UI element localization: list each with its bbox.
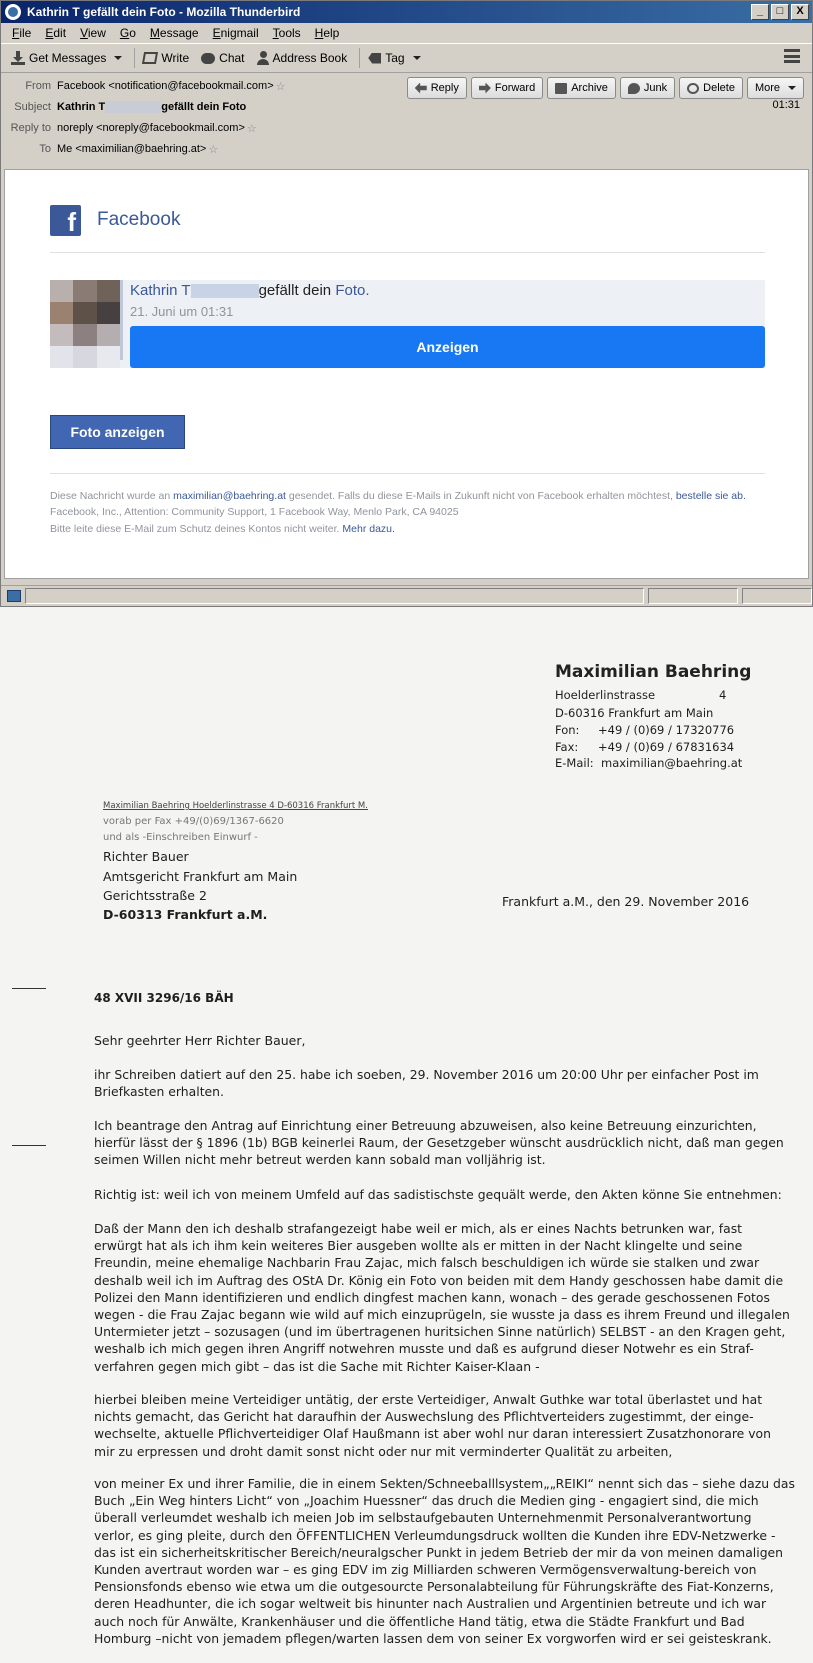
star-icon[interactable]: ☆ bbox=[246, 122, 257, 135]
main-toolbar bbox=[1, 43, 812, 73]
reply-button[interactable] bbox=[407, 77, 467, 99]
message-time: 01:31 bbox=[772, 99, 800, 111]
recipient-line: Amtsgericht Frankfurt am Main bbox=[103, 869, 298, 884]
more-info-link[interactable]: Mehr dazu. bbox=[342, 523, 395, 535]
junk-label: Junk bbox=[643, 82, 668, 94]
tag-icon bbox=[368, 53, 381, 64]
from-value[interactable]: Facebook <notification@facebookmail.com> bbox=[57, 80, 274, 92]
sender-email bbox=[555, 756, 743, 770]
forward-icon bbox=[479, 83, 491, 94]
footer-text: gesendet. Falls du diese E-Mails in Zukunft nicht von Facebook erhalten möchtest, bbox=[288, 490, 673, 502]
street-number: 4 bbox=[719, 688, 727, 702]
text-line: Homburg –nicht von jemadem pflegen/warten lassen dem von seiner Ex vorgworfen wird er sei geisteskrank. bbox=[94, 1630, 772, 1646]
download-icon bbox=[11, 51, 25, 65]
notification-text bbox=[130, 282, 370, 299]
text-line: Untermieter jetzt – sozusagen (und im übertragenen huritsichen Sinne natürlich) SELBST - an den Kragen geht, bbox=[94, 1324, 786, 1340]
status-bar bbox=[1, 585, 812, 606]
text-line: verfahren gegen mich gibt – das ist die Sache mit Richter Kaiser-Klaan - bbox=[94, 1358, 540, 1374]
redaction-block bbox=[191, 284, 259, 298]
letter-date: Frankfurt a.M., den 29. November 2016 bbox=[502, 894, 750, 909]
footer-line-2: Facebook, Inc., Attention: Community Support, 1 Facebook Way, Menlo Park, CA 94025 bbox=[50, 506, 459, 518]
text-line: Pensionsfonds ebenso wie etwa um die outgesourcte Personalabteilung für Führungskräfte des Fiat-Konzerns, bbox=[94, 1579, 774, 1595]
paragraph bbox=[94, 1117, 784, 1169]
delete-icon bbox=[687, 83, 699, 94]
header-to-row bbox=[1, 140, 218, 158]
chevron-down-icon bbox=[788, 86, 796, 90]
text-line: wegen - die Frau Zajac begann wie wild auf mich einzuprügeln, sie wusste ja dass es ihrem Freund und illegalen bbox=[94, 1307, 790, 1323]
paragraph bbox=[94, 1186, 782, 1203]
case-reference: 48 XVII 3296/16 BÄH bbox=[94, 991, 234, 1005]
sender-name: Maximilian Baehring bbox=[555, 662, 752, 682]
text-line: Briefkasten erhalten. bbox=[94, 1084, 224, 1100]
notification-name[interactable]: Kathrin T bbox=[130, 282, 191, 299]
return-address: Maximilian Baehring Hoelderlinstrasse 4 D-60316 Frankfurt M. bbox=[103, 801, 368, 811]
text-line: auch noch für Anwälte, Krankenhäuser und die öffentliche Hand tätig, etwa die Städte Frankfurt und Bad bbox=[94, 1613, 745, 1629]
thunderbird-app-icon bbox=[5, 4, 21, 20]
footer-email-link[interactable]: maximilian@baehring.at bbox=[173, 490, 286, 502]
forward-button[interactable] bbox=[471, 77, 543, 99]
menu-message[interactable]: Message bbox=[149, 26, 199, 40]
subject-label: Subject bbox=[14, 101, 51, 113]
maximize-button[interactable]: □ bbox=[771, 4, 789, 20]
fon-value: +49 / (0)69 / 17320776 bbox=[598, 723, 735, 737]
street: Hoelderlinstrasse bbox=[555, 688, 656, 702]
email-value: maximilian@baehring.at bbox=[601, 756, 743, 770]
avatar-border bbox=[120, 280, 123, 360]
text-line: hierfür lässt der § 1896 (1b) BGB keinerlei Raum, der Gesetzgeber wünscht ausdrücklich nicht, daß man gegen bbox=[94, 1135, 784, 1151]
menu-file[interactable]: File bbox=[12, 26, 32, 40]
toolbar-separator bbox=[359, 48, 360, 68]
notification-card bbox=[50, 280, 765, 368]
divider bbox=[50, 473, 765, 474]
fon-label: Fon: bbox=[555, 723, 580, 737]
facebook-logo-icon[interactable]: f bbox=[50, 205, 81, 236]
sender-street bbox=[555, 688, 727, 702]
unsubscribe-link[interactable]: bestelle sie ab. bbox=[675, 490, 746, 502]
status-panel bbox=[648, 588, 738, 604]
fax-label: Fax: bbox=[555, 740, 579, 754]
subject-prefix: Kathrin T bbox=[57, 100, 106, 113]
text-line: weshalb ich mich gegen ihren Angriff notwehren musste und daß es aufgrund dieser Notwehr es ein Straf- bbox=[94, 1341, 754, 1357]
text-line: erwürgt hat als ich ihm kein weiteres Bier ausgeben wollte als er mitten in der Nacht klingelte und seine bbox=[94, 1238, 743, 1254]
address-book-label: Address Book bbox=[272, 51, 348, 65]
fax-note: vorab per Fax +49/(0)69/1367-6620 bbox=[103, 816, 284, 827]
chat-button[interactable] bbox=[197, 46, 252, 70]
menu-view[interactable]: View bbox=[80, 26, 106, 40]
star-icon[interactable]: ☆ bbox=[208, 143, 219, 156]
get-messages-button[interactable] bbox=[7, 46, 130, 70]
to-label: To bbox=[39, 143, 51, 155]
text-line: Polizei den Mann identifizieren und endlich dingfest machen kann, wonach – des gerade geschossenen Fotos bbox=[94, 1289, 770, 1305]
pencil-icon bbox=[142, 52, 158, 64]
recipient-line: Gerichtsstraße 2 bbox=[103, 888, 207, 903]
delete-button[interactable] bbox=[679, 77, 743, 99]
text-line: Richtig ist: weil ich von meinem Umfeld auf das sadistischste gequält werde, den Akten könne Sie entnehmen: bbox=[94, 1187, 782, 1202]
text-line: Buch „Ein Weg hinters Licht“ von „Joachim Huessner“ das druch die Medien ging - engagiert sind, die mich bbox=[94, 1493, 759, 1509]
scanned-letter bbox=[0, 607, 813, 1663]
paragraph bbox=[94, 1066, 759, 1100]
replyto-value[interactable]: noreply <noreply@facebookmail.com> bbox=[57, 122, 245, 134]
text-line: von meiner Ex und ihrer Familie, die in einem Sekten/Schneeballlsystem„„REIKI“ nennt sich das – siehe dazu das bbox=[94, 1476, 795, 1491]
text-line: seimen Willen nicht mehr betreut werden kann sobald man volljährig ist. bbox=[94, 1152, 546, 1168]
online-status-icon[interactable] bbox=[7, 590, 21, 602]
tag-label: Tag bbox=[385, 51, 405, 65]
greeting: Sehr geehrter Herr Richter Bauer, bbox=[94, 1033, 306, 1048]
header-replyto-row bbox=[1, 119, 257, 137]
text-line: wechselte, aktuelle Pflichverteidiger Olaf Haußmann ist aber wohl nur daran interessiert Zusatzhonorare von bbox=[94, 1426, 771, 1442]
person-icon bbox=[257, 51, 269, 65]
window-title: Kathrin T gefällt dein Foto - Mozilla Thunderbird bbox=[27, 5, 301, 19]
sender-fax bbox=[555, 740, 735, 754]
message-body bbox=[4, 169, 809, 579]
subject-value bbox=[57, 101, 246, 113]
forward-label: Forward bbox=[494, 82, 536, 94]
menu-tools[interactable]: Tools bbox=[272, 26, 301, 40]
to-value[interactable]: Me <maximilian@baehring.at> bbox=[57, 143, 207, 155]
chat-bubble-icon bbox=[201, 53, 215, 64]
fax-value: +49 / (0)69 / 67831634 bbox=[598, 740, 735, 754]
footer-line-3 bbox=[50, 523, 395, 535]
text-line: mir zu erpressen und droht damit sonst nicht oder nur mit verminderter Qualität zu arbeiten, bbox=[94, 1443, 673, 1459]
sender-fon bbox=[555, 723, 735, 737]
tag-button[interactable] bbox=[364, 46, 428, 70]
footer-text: Diese Nachricht wurde an bbox=[50, 490, 171, 502]
text-line: nichts gemacht, das Gericht hat daraufhin der Auswechslung des Pflichtverteiders zugestimmt, der einge- bbox=[94, 1409, 754, 1425]
show-button[interactable]: Anzeigen bbox=[130, 326, 765, 368]
menu-bar bbox=[1, 23, 812, 43]
divider bbox=[50, 252, 765, 253]
junk-button[interactable] bbox=[620, 77, 675, 99]
subject-suffix: gefällt dein Foto bbox=[161, 100, 247, 113]
reply-icon bbox=[415, 83, 427, 94]
header-from-row bbox=[1, 77, 286, 95]
text-line: Freundin, meine ehemalige Nachbarin Frau Zajac, mich falsch beschuldigen ich würde sie stalken und zwar bbox=[94, 1255, 760, 1271]
text-line: Kunden avertraut worden war – es ging EDV im zig Milliarden schweren Vermögensverwaltung-bereich von bbox=[94, 1562, 757, 1578]
star-icon[interactable]: ☆ bbox=[275, 80, 286, 93]
fold-mark bbox=[12, 1145, 46, 1146]
chat-label: Chat bbox=[219, 51, 245, 65]
notification-date: 21. Juni um 01:31 bbox=[130, 304, 234, 319]
message-header-pane bbox=[1, 73, 812, 163]
reply-label: Reply bbox=[430, 82, 459, 94]
from-label: From bbox=[25, 80, 51, 92]
notification-action: gefällt dein bbox=[258, 282, 332, 299]
archive-label: Archive bbox=[571, 82, 608, 94]
registered-note: und als -Einschreiben Einwurf - bbox=[103, 832, 258, 843]
more-label: More bbox=[754, 82, 780, 94]
text-line: hierbei bleiben meine Verteidiger untätig, der erste Verteidiger, Anwalt Guthke war total überlastet und hat bbox=[94, 1392, 763, 1407]
header-subject-row bbox=[1, 98, 246, 116]
menu-enigmail[interactable]: Enigmail bbox=[212, 26, 259, 40]
sender-city: D-60316 Frankfurt am Main bbox=[555, 706, 714, 720]
more-button[interactable] bbox=[747, 77, 804, 99]
title-bar bbox=[1, 1, 812, 23]
get-messages-label: Get Messages bbox=[29, 51, 107, 65]
app-menu-icon[interactable] bbox=[784, 49, 800, 63]
paragraph bbox=[94, 1475, 795, 1647]
avatar[interactable] bbox=[50, 280, 120, 368]
menu-go[interactable]: Go bbox=[119, 26, 136, 40]
thunderbird-window bbox=[0, 0, 813, 607]
archive-button[interactable] bbox=[547, 77, 616, 99]
text-line: deren Headhunter, die ich sogar weltweit bis hinunter nach Australien und Argentinien betreute und ich war bbox=[94, 1596, 767, 1612]
status-panel bbox=[25, 588, 644, 604]
text-line: verlor, es ging pleite, durch den ÖFFENTLICHEN Verleumdungsdruck wollten die Kunden ihre EDV-Netzwerke - bbox=[94, 1527, 776, 1543]
header-actions bbox=[407, 77, 804, 99]
delete-label: Delete bbox=[703, 82, 735, 94]
view-photo-button[interactable]: Foto anzeigen bbox=[50, 415, 185, 449]
chevron-down-icon[interactable] bbox=[114, 56, 122, 60]
recipient-line: D-60313 Frankfurt a.M. bbox=[103, 907, 268, 922]
flame-icon bbox=[628, 83, 640, 94]
notification-photo-link[interactable]: Foto. bbox=[335, 282, 370, 299]
close-button[interactable]: X bbox=[791, 4, 809, 20]
write-label: Write bbox=[161, 51, 190, 65]
text-line: das ist ein sicherheitskritischer Bereich/neuralgscher Punkt in jedem Betrieb der mir da von meinen damaligen bbox=[94, 1544, 784, 1560]
text-line: Ich beantrage den Antrag auf Einrichtung einer Betreuung abzuweisen, also keine Betreuung einzurichten, bbox=[94, 1118, 757, 1133]
write-button[interactable] bbox=[139, 46, 197, 70]
toolbar-separator bbox=[134, 48, 135, 68]
redaction-block bbox=[105, 101, 161, 113]
fold-mark bbox=[12, 988, 46, 989]
menu-edit[interactable]: Edit bbox=[45, 26, 67, 40]
replyto-label: Reply to bbox=[10, 122, 51, 134]
text-line: überall verleumdet weshalb ich meien Job im selbstaufgebauten Unternehmenmit Personalverantwortung bbox=[94, 1510, 752, 1526]
email-label: E-Mail: bbox=[555, 756, 594, 770]
footer-line-1 bbox=[50, 490, 746, 502]
minimize-button[interactable]: _ bbox=[751, 4, 769, 20]
facebook-brand[interactable]: Facebook bbox=[97, 209, 181, 230]
text-line: ihr Schreiben datiert auf den 25. habe ich soeben, 29. November 2016 um 20:00 Uhr per einfacher Post im bbox=[94, 1067, 759, 1082]
text-line: deshalb weil ich im Auftrag des OStA Dr. König ein Foto von beiden mit dem Handy geschossen habe damit die bbox=[94, 1272, 784, 1288]
archive-icon bbox=[555, 83, 567, 94]
paragraph bbox=[94, 1220, 790, 1375]
footer-text: Bitte leite diese E-Mail zum Schutz deines Kontos nicht weiter. bbox=[50, 523, 340, 535]
paragraph bbox=[94, 1391, 771, 1460]
text-line: Daß der Mann den ich deshalb strafangezeigt habe weil er mich, als er eines Nachts betrunken war, fast bbox=[94, 1221, 743, 1236]
menu-help[interactable]: Help bbox=[314, 26, 340, 40]
address-book-button[interactable] bbox=[253, 46, 356, 70]
recipient-line: Richter Bauer bbox=[103, 849, 189, 864]
status-panel bbox=[742, 588, 812, 604]
chevron-down-icon bbox=[413, 56, 421, 60]
